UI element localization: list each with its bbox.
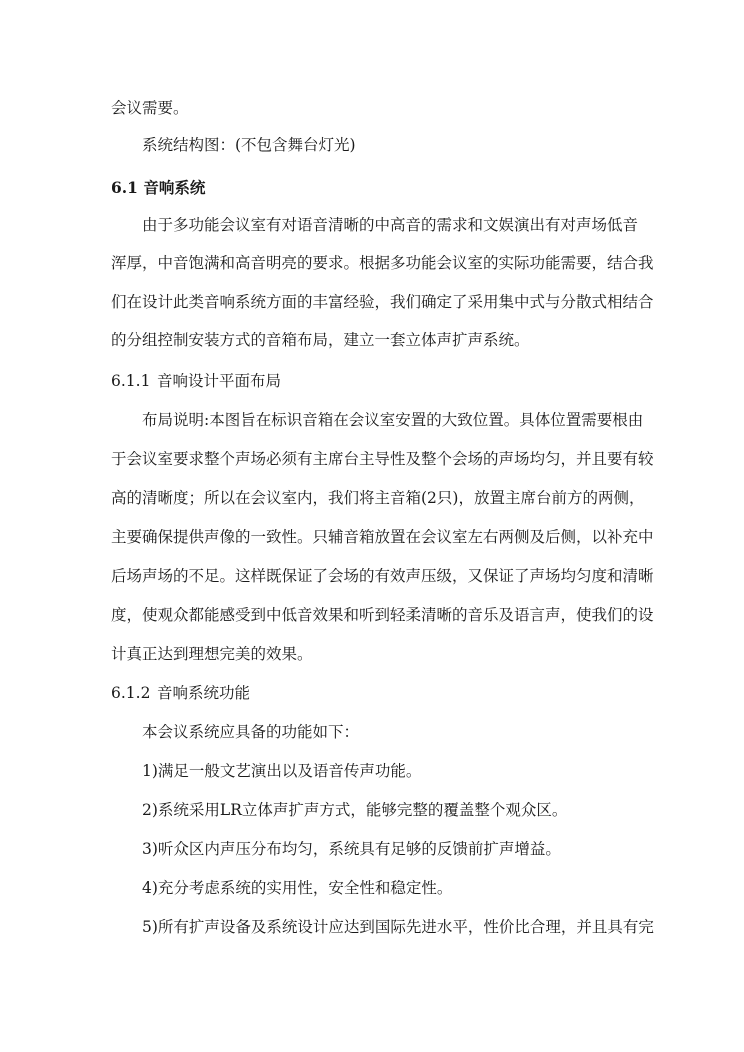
paragraph-line: 后场声场的不足。这样既保证了会场的有效声压级，又保证了声场均匀度和清晰 — [111, 567, 654, 585]
section-heading-6-1-2 — [111, 674, 635, 713]
list-item: 1)满足一般文艺演出以及语音传声功能。 — [142, 762, 422, 780]
paragraph-line: 们在设计此类音响系统方面的丰富经验，我们确定了采用集中式与分散式相结合 — [111, 293, 654, 311]
paragraph-line: 浑厚，中音饱满和高音明亮的要求。根据多功能会议室的实际功能需要，结合我 — [111, 254, 654, 272]
section-number: 6.1.1 — [111, 372, 151, 390]
list-item: 3)听众区内声压分布均匀，系统具有足够的反馈前扩声增益。 — [142, 840, 561, 858]
paragraph-line: 高的清晰度；所以在会议室内，我们将主音箱(2只)，放置主席台前方的两侧， — [111, 489, 645, 507]
paragraph-line: 度，使观众都能感受到中低音效果和听到轻柔清晰的音乐及语言声，使我们的设 — [111, 606, 654, 624]
list-item: 5)所有扩声设备及系统设计应达到国际先进水平，性价比合理，并且具有完 — [142, 918, 654, 936]
section-number: 6.1.2 — [111, 684, 151, 702]
paragraph-line: 于会议室要求整个声场必须有主席台主导性及整个会场的声场均匀，并且要有较 — [111, 450, 654, 468]
paragraph-line: 由于多功能会议室有对语音清晰的中高音的需求和文娱演出有对声场低音 — [142, 216, 639, 234]
section-heading-6-1: 6.1 音响系统 — [111, 178, 206, 197]
paragraph-line: 计真正达到理想完美的效果。 — [111, 645, 313, 663]
section-title: 音响设计平面布局 — [157, 372, 282, 390]
paragraph-line: 主要确保提供声像的一致性。只辅音箱放置在会议室左右两侧及后侧，以补充中 — [111, 528, 654, 546]
paragraph-line: 布局说明:本图旨在标识音箱在会议室安置的大致位置。具体位置需要根由 — [142, 411, 644, 429]
intro-tail: 会议需要。 — [111, 99, 189, 117]
list-item: 4)充分考虑系统的实用性，安全性和稳定性。 — [142, 879, 453, 897]
function-intro: 本会议系统应具备的功能如下： — [142, 723, 360, 741]
section-title: 音响系统功能 — [157, 684, 251, 702]
paragraph-line: 的分组控制安装方式的音箱布局，建立一套立体声扩声系统。 — [111, 331, 530, 349]
structure-caption: 系统结构图：(不包含舞台灯光) — [142, 136, 356, 154]
list-item: 2)系统采用LR立体声扩声方式，能够完整的覆盖整个观众区。 — [142, 801, 568, 819]
section-heading-6-1-1 — [111, 362, 635, 401]
